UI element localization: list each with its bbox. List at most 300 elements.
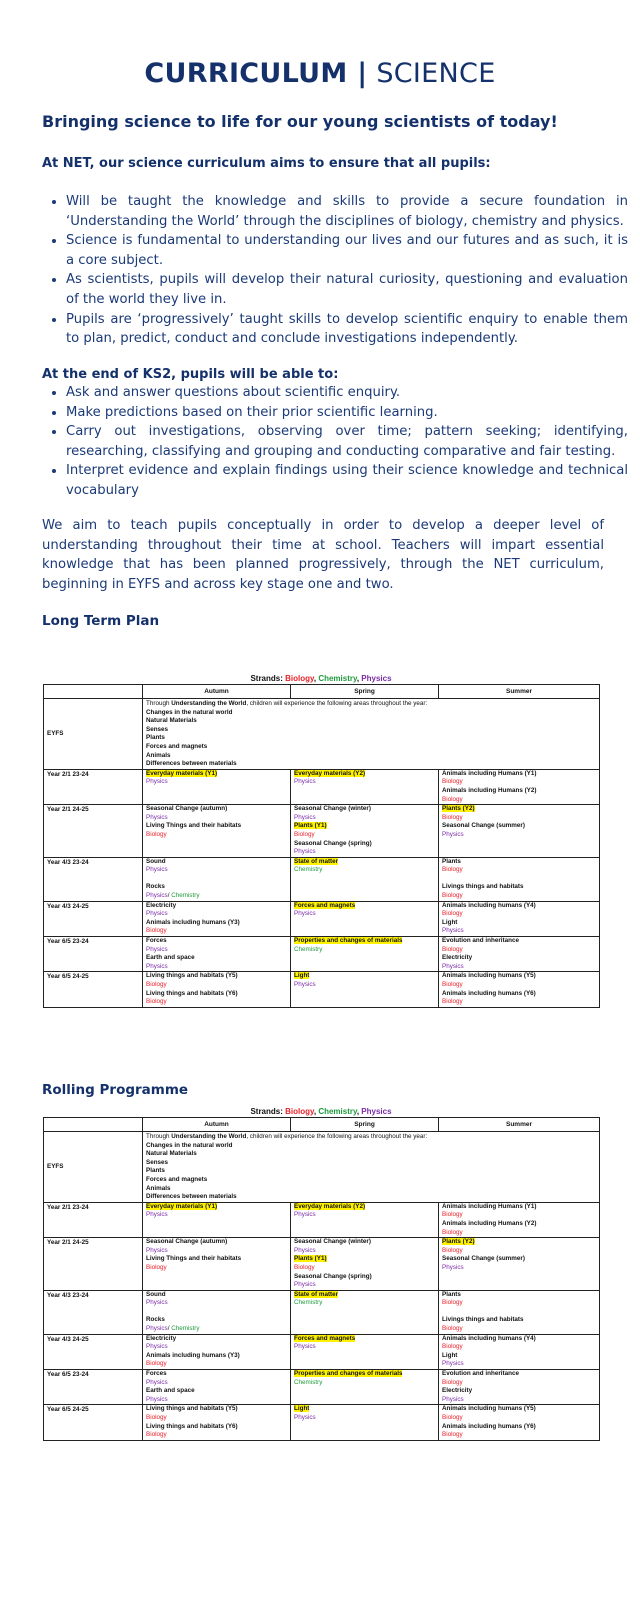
strand-chemistry: Chemistry <box>171 892 200 900</box>
strand-label: Physics <box>294 778 316 786</box>
eyfs-intro <box>146 1133 596 1142</box>
strand-label: Biology <box>442 1343 463 1351</box>
topic-text: Seasonal Change (spring) <box>294 1272 372 1280</box>
table-row <box>44 1334 600 1369</box>
cell-spring <box>291 1202 439 1237</box>
spacer <box>146 1308 287 1317</box>
row-label: Year 6/5 24-25 <box>44 1405 143 1440</box>
strand-label: Physics <box>146 1395 168 1403</box>
topic-name <box>442 972 596 981</box>
eyfs-cell <box>143 699 600 770</box>
row-label: Year 6/5 23-24 <box>44 937 143 972</box>
topic-text: Light <box>294 1405 310 1413</box>
strand-label: Chemistry <box>294 1378 323 1386</box>
strand-label <box>146 892 287 901</box>
topic-text: Properties and changes of materials <box>294 1370 403 1378</box>
topic-name <box>442 990 596 999</box>
strand-label: Physics <box>442 1395 464 1403</box>
strand-label: Biology <box>442 1228 463 1236</box>
header-summer: Summer <box>439 685 600 699</box>
topic-name <box>294 1291 435 1300</box>
list-item: • Ask and answer questions about scientific enquiry. <box>66 383 628 403</box>
table-row <box>44 972 600 1007</box>
strand-label: Biology <box>146 1263 167 1271</box>
strand-label: Biology <box>442 981 463 988</box>
strand-label: Physics <box>146 1299 168 1307</box>
strand-comma: , <box>313 674 319 683</box>
eyfs-intro-pre: Through <box>146 700 172 707</box>
topic-name <box>146 822 287 831</box>
cell-autumn <box>143 901 291 936</box>
eyfs-area: Animals <box>146 1184 171 1192</box>
strand-biology: Biology <box>285 674 314 683</box>
strand-physics: Physics <box>361 1107 392 1116</box>
topic-name <box>294 902 435 911</box>
strand-label: Physics <box>294 1246 316 1254</box>
title-science: SCIENCE <box>376 58 496 89</box>
strand-label: Biology <box>442 813 463 821</box>
eyfs-intro-post: , children will experience the following areas throughout the year: <box>246 700 428 707</box>
cell-spring <box>291 857 439 901</box>
cell-autumn <box>143 1238 291 1291</box>
list-item: • Carry out investigations, observing over time; pattern seeking; identifying, researching, classifying and grouping and conducting comparative and fair testing. <box>66 422 628 461</box>
topic-text: Earth and space <box>146 954 195 962</box>
strand-label: Biology <box>442 795 463 803</box>
list-item: • As scientists, pupils will develop their natural curiosity, questioning and evaluation of the world they live in. <box>66 270 628 309</box>
list-item: • Make predictions based on their prior scientific learning. <box>66 403 628 423</box>
topic-name <box>146 1316 287 1325</box>
table-row <box>44 769 600 804</box>
strand-label: Physics <box>146 1246 168 1254</box>
strand-biology: Biology <box>285 1107 314 1116</box>
topic-name <box>442 954 596 963</box>
cell-spring <box>291 769 439 804</box>
topic-text: Electricity <box>146 901 177 909</box>
topic-text: Animals including Humans (Y1) <box>442 769 537 777</box>
strand-label: Biology <box>442 1414 463 1421</box>
rolling-programme-table <box>43 1106 599 1441</box>
title-curriculum: CURRICULUM | <box>144 58 368 89</box>
strand-label: Biology <box>442 998 463 1006</box>
cell-spring <box>291 1405 439 1440</box>
topic-name <box>442 1387 596 1396</box>
topic-name <box>146 1352 287 1361</box>
eyfs-area: Animals <box>146 751 171 759</box>
topic-text: Animals including humans (Y6) <box>442 1422 536 1430</box>
strand-label: Physics <box>294 848 316 856</box>
strand-label: Physics <box>146 1343 168 1351</box>
strand-chemistry: Chemistry <box>171 1325 200 1333</box>
topic-text: Living Things and their habitats <box>146 822 242 830</box>
cell-spring <box>291 1238 439 1291</box>
eyfs-area: Differences between materials <box>146 760 237 768</box>
topic-name <box>146 954 287 963</box>
eyfs-area: Senses <box>146 725 169 733</box>
topic-name <box>442 787 596 796</box>
topic-name <box>146 858 287 867</box>
table-row <box>44 805 600 858</box>
topic-name <box>294 770 435 779</box>
topic-name <box>442 1370 596 1379</box>
table-row <box>44 1132 600 1203</box>
strand-label: Physics <box>294 981 316 988</box>
topic-name <box>146 1238 287 1247</box>
header-autumn: Autumn <box>143 1118 291 1132</box>
header-spring: Spring <box>291 685 439 699</box>
topic-name <box>442 1255 596 1264</box>
cell-spring <box>291 1334 439 1369</box>
strand-label: Biology <box>146 927 167 935</box>
cell-autumn <box>143 769 291 804</box>
long-term-plan-table <box>43 673 599 1008</box>
topic-text: Seasonal Change (summer) <box>442 822 525 830</box>
strand-label: Biology <box>146 998 167 1006</box>
rolling-programme-heading: Rolling Programme <box>42 1082 189 1098</box>
topic-text: Animals including Humans (Y2) <box>442 786 537 794</box>
topic-text: Rocks <box>146 1316 165 1324</box>
strand-label: Biology <box>442 1299 463 1307</box>
spacer <box>146 875 287 884</box>
cell-summer <box>439 937 600 972</box>
topic-text: Electricity <box>442 954 473 962</box>
eyfs-area: Natural Materials <box>146 1150 197 1158</box>
topic-name <box>442 1238 596 1247</box>
list-item: • Science is fundamental to understanding our lives and our futures and as such, it is a core subject. <box>66 231 628 270</box>
eyfs-area: Differences between materials <box>146 1193 237 1201</box>
topic-name <box>442 822 596 831</box>
eyfs-intro-pre: Through <box>146 1133 172 1140</box>
table-row <box>44 937 600 972</box>
strand-physics: Physics <box>361 674 392 683</box>
cell-summer <box>439 1290 600 1334</box>
spacer <box>442 1308 596 1317</box>
eyfs-area: Natural Materials <box>146 717 197 725</box>
topic-text: Electricity <box>442 1387 473 1395</box>
row-label: Year 4/3 24-25 <box>44 1334 143 1369</box>
row-label: Year 4/3 24-25 <box>44 901 143 936</box>
cell-autumn <box>143 1370 291 1405</box>
topic-text: Light <box>442 1351 458 1359</box>
eyfs-area: Plants <box>146 734 165 742</box>
cell-summer <box>439 769 600 804</box>
topic-text: Forces and magnets <box>294 1334 356 1342</box>
topic-name <box>442 805 596 814</box>
topic-text: Rocks <box>146 883 165 891</box>
topic-name <box>146 972 287 981</box>
strand-label: Physics <box>146 866 168 874</box>
eyfs-area: Changes in the natural world <box>146 708 233 716</box>
topic-name <box>146 1405 287 1414</box>
topic-text: Forces <box>146 1370 167 1378</box>
header-blank <box>44 1118 143 1132</box>
topic-text: Sound <box>146 1290 166 1298</box>
topic-text: Evolution and inheritance <box>442 937 519 945</box>
strand-label: Physics <box>294 1343 316 1351</box>
topic-text: Animals including Humans (Y2) <box>442 1219 537 1227</box>
table-header-row <box>44 685 600 699</box>
strand-label: Physics <box>294 1414 316 1421</box>
page-title <box>0 58 640 89</box>
list-item: • Interpret evidence and explain findings using their science knowledge and technical vocabulary <box>66 461 628 500</box>
strand-label: Biology <box>442 1246 463 1254</box>
topic-name <box>146 937 287 946</box>
row-label: Year 2/1 23-24 <box>44 1202 143 1237</box>
topic-text: Living things and habitats (Y5) <box>146 1405 238 1413</box>
topic-name <box>146 770 287 779</box>
topic-name <box>294 1255 435 1264</box>
cell-autumn <box>143 857 291 901</box>
ltp-table <box>43 684 600 1008</box>
topic-text: Seasonal Change (winter) <box>294 805 371 813</box>
strand-label: Biology <box>442 945 463 953</box>
long-term-plan-heading: Long Term Plan <box>42 613 160 629</box>
strand-label: Physics <box>146 1211 168 1219</box>
topic-name <box>146 902 287 911</box>
cell-autumn <box>143 1334 291 1369</box>
topic-name <box>442 1423 596 1432</box>
topic-text: Seasonal Change (spring) <box>294 839 372 847</box>
topic-name <box>146 1370 287 1379</box>
topic-name <box>294 822 435 831</box>
eyfs-intro-bold: Understanding the World <box>171 1133 247 1140</box>
topic-name <box>442 1316 596 1325</box>
strand-label: Biology <box>146 981 167 988</box>
topic-name <box>146 1291 287 1300</box>
topic-text: Seasonal Change (autumn) <box>146 805 228 813</box>
cell-spring <box>291 1370 439 1405</box>
eyfs-cell <box>143 1132 600 1203</box>
topic-name <box>294 1238 435 1247</box>
topic-name <box>294 805 435 814</box>
table-header-row <box>44 1118 600 1132</box>
strands-legend <box>43 1106 599 1117</box>
strand-label: Physics <box>146 813 168 821</box>
strands-label: Strands: <box>250 1107 286 1116</box>
table-row <box>44 699 600 770</box>
strand-label: Physics <box>146 962 168 970</box>
topic-text: Animals including Humans (Y1) <box>442 1202 537 1210</box>
rp-table <box>43 1117 600 1441</box>
topic-text: State of matter <box>294 857 339 865</box>
eyfs-area: Changes in the natural world <box>146 1141 233 1149</box>
eyfs-intro-post: , children will experience the following areas throughout the year: <box>246 1133 428 1140</box>
cell-spring <box>291 1290 439 1334</box>
topic-name <box>146 1387 287 1396</box>
topic-text: Plants (Y2) <box>442 805 475 813</box>
intro-paragraph: We aim to teach pupils conceptually in order to develop a deeper level of understanding throughout their time at school. Teachers will impart essential knowledge that has been planned progressively, through the NET curriculum, beginning in EYFS and across key stage one and two. <box>42 518 604 592</box>
cell-spring <box>291 937 439 972</box>
header-autumn: Autumn <box>143 685 291 699</box>
eyfs-area: Forces and magnets <box>146 742 208 750</box>
strand-label: Chemistry <box>294 1299 323 1307</box>
row-label: Year 6/5 23-24 <box>44 1370 143 1405</box>
strand-label: Chemistry <box>294 945 323 953</box>
strand-label <box>146 1325 287 1334</box>
topic-text: Electricity <box>146 1334 177 1342</box>
row-label: Year 2/1 23-24 <box>44 769 143 804</box>
topic-name <box>442 1291 596 1300</box>
strand-label: Biology <box>442 892 463 900</box>
topic-name <box>442 1220 596 1229</box>
topic-text: Animals including humans (Y5) <box>442 972 536 980</box>
strand-label: Biology <box>146 1431 167 1439</box>
strand-label: Biology <box>442 910 463 918</box>
topic-text: Animals including humans (Y3) <box>146 918 240 926</box>
strands-legend <box>43 673 599 684</box>
topic-name <box>294 1405 435 1414</box>
topic-text: Animals including humans (Y4) <box>442 1334 536 1342</box>
topic-text: Everyday materials (Y1) <box>146 769 218 777</box>
topic-text: State of matter <box>294 1290 339 1298</box>
header-spring: Spring <box>291 1118 439 1132</box>
topic-text: Seasonal Change (autumn) <box>146 1238 228 1246</box>
topic-text: Forces and magnets <box>294 901 356 909</box>
strand-chemistry: Chemistry <box>318 1107 357 1116</box>
eyfs-intro-bold: Understanding the World <box>171 700 247 707</box>
topic-text: Living Things and their habitats <box>146 1255 242 1263</box>
topic-name <box>294 937 435 946</box>
spacer <box>442 875 596 884</box>
cell-spring <box>291 972 439 1007</box>
topic-text: Everyday materials (Y2) <box>294 769 366 777</box>
topic-text: Livings things and habitats <box>442 1316 524 1324</box>
list-item: • Pupils are ‘progressively’ taught skills to develop scientific enquiry to enable them to plan, predict, conduct and conclude investigations independently. <box>66 310 628 349</box>
strand-label: Physics <box>442 1360 464 1368</box>
strand-label: Physics <box>442 1263 464 1271</box>
cell-summer <box>439 857 600 901</box>
topic-text: Seasonal Change (winter) <box>294 1238 371 1246</box>
topic-name <box>146 1423 287 1432</box>
row-label: Year 4/3 23-24 <box>44 857 143 901</box>
topic-name <box>442 1352 596 1361</box>
topic-name <box>442 1203 596 1212</box>
cell-autumn <box>143 805 291 858</box>
topic-text: Plants <box>442 857 461 865</box>
table-row <box>44 1202 600 1237</box>
topic-text: Earth and space <box>146 1387 195 1395</box>
cell-autumn <box>143 937 291 972</box>
topic-name <box>146 883 287 892</box>
strand-label: Biology <box>442 1211 463 1219</box>
strands-label: Strands: <box>250 674 286 683</box>
topic-text: Animals including humans (Y4) <box>442 901 536 909</box>
topic-name <box>294 1273 435 1282</box>
strand-label: Physics <box>442 962 464 970</box>
list-item: • Will be taught the knowledge and skills to provide a secure foundation in ‘Understanding the World’ through the disciplines of biology, chemistry and physics. <box>66 192 628 231</box>
topic-name <box>146 1203 287 1212</box>
topic-name <box>146 805 287 814</box>
aims-list <box>42 192 628 349</box>
strand-separator: / <box>167 892 172 900</box>
topic-name <box>294 1335 435 1344</box>
strand-comma: , <box>356 1107 362 1116</box>
table-row <box>44 857 600 901</box>
cell-summer <box>439 1334 600 1369</box>
page-subtitle: Bringing science to life for our young scientists of today! <box>42 112 558 131</box>
topic-name <box>442 770 596 779</box>
topic-text: Sound <box>146 857 166 865</box>
strand-label: Biology <box>442 866 463 874</box>
table-row <box>44 1370 600 1405</box>
topic-text: Plants (Y1) <box>294 1255 327 1263</box>
topic-name <box>294 972 435 981</box>
strand-label: Biology <box>442 778 463 786</box>
strand-label: Biology <box>146 1360 167 1368</box>
eyfs-intro <box>146 700 596 709</box>
row-label: Year 6/5 24-25 <box>44 972 143 1007</box>
table-row <box>44 1238 600 1291</box>
topic-text: Plants <box>442 1290 461 1298</box>
strand-label: Physics <box>146 945 168 953</box>
topic-text: Plants (Y1) <box>294 822 327 830</box>
cell-summer <box>439 972 600 1007</box>
row-label: Year 4/3 23-24 <box>44 1290 143 1334</box>
strand-physics: Physics <box>146 892 168 900</box>
eyfs-area: Senses <box>146 1158 169 1166</box>
eyfs-area: Forces and magnets <box>146 1175 208 1183</box>
topic-text: Everyday materials (Y2) <box>294 1202 366 1210</box>
strand-label: Physics <box>294 1281 316 1289</box>
strand-label: Physics <box>294 813 316 821</box>
cell-summer <box>439 1202 600 1237</box>
strand-label: Physics <box>294 1211 316 1219</box>
strand-physics: Physics <box>146 1325 168 1333</box>
topic-name <box>442 858 596 867</box>
header-summer: Summer <box>439 1118 600 1132</box>
strand-label: Physics <box>442 830 464 838</box>
topic-text: Living things and habitats (Y5) <box>146 972 238 980</box>
topic-name <box>442 883 596 892</box>
strand-label: Physics <box>294 910 316 918</box>
strand-chemistry: Chemistry <box>318 674 357 683</box>
header-blank <box>44 685 143 699</box>
topic-name <box>442 919 596 928</box>
cell-summer <box>439 1238 600 1291</box>
topic-name <box>442 1335 596 1344</box>
topic-text: Evolution and inheritance <box>442 1370 519 1378</box>
topic-text: Everyday materials (Y1) <box>146 1202 218 1210</box>
strand-label: Biology <box>442 1378 463 1386</box>
strand-label: Biology <box>294 830 315 838</box>
cell-summer <box>439 805 600 858</box>
strand-comma: , <box>313 1107 319 1116</box>
row-label: EYFS <box>44 699 143 770</box>
aims-heading: At NET, our science curriculum aims to ensure that all pupils: <box>42 156 491 171</box>
cell-summer <box>439 1370 600 1405</box>
topic-name <box>146 990 287 999</box>
cell-summer <box>439 901 600 936</box>
topic-name <box>146 919 287 928</box>
cell-autumn <box>143 1290 291 1334</box>
topic-text: Living things and habitats (Y6) <box>146 989 238 997</box>
strand-label: Biology <box>146 1414 167 1421</box>
cell-autumn <box>143 1202 291 1237</box>
cell-spring <box>291 901 439 936</box>
cell-summer <box>439 1405 600 1440</box>
topic-text: Animals including humans (Y6) <box>442 989 536 997</box>
topic-text: Light <box>294 972 310 980</box>
strand-label: Biology <box>442 1325 463 1333</box>
row-label: EYFS <box>44 1132 143 1203</box>
topic-name <box>146 1255 287 1264</box>
strand-label: Biology <box>146 830 167 838</box>
topic-name <box>294 1370 435 1379</box>
eyfs-area: Plants <box>146 1167 165 1175</box>
topic-text: Seasonal Change (summer) <box>442 1255 525 1263</box>
topic-name <box>294 1203 435 1212</box>
topic-text: Animals including humans (Y5) <box>442 1405 536 1413</box>
strand-label: Biology <box>294 1263 315 1271</box>
